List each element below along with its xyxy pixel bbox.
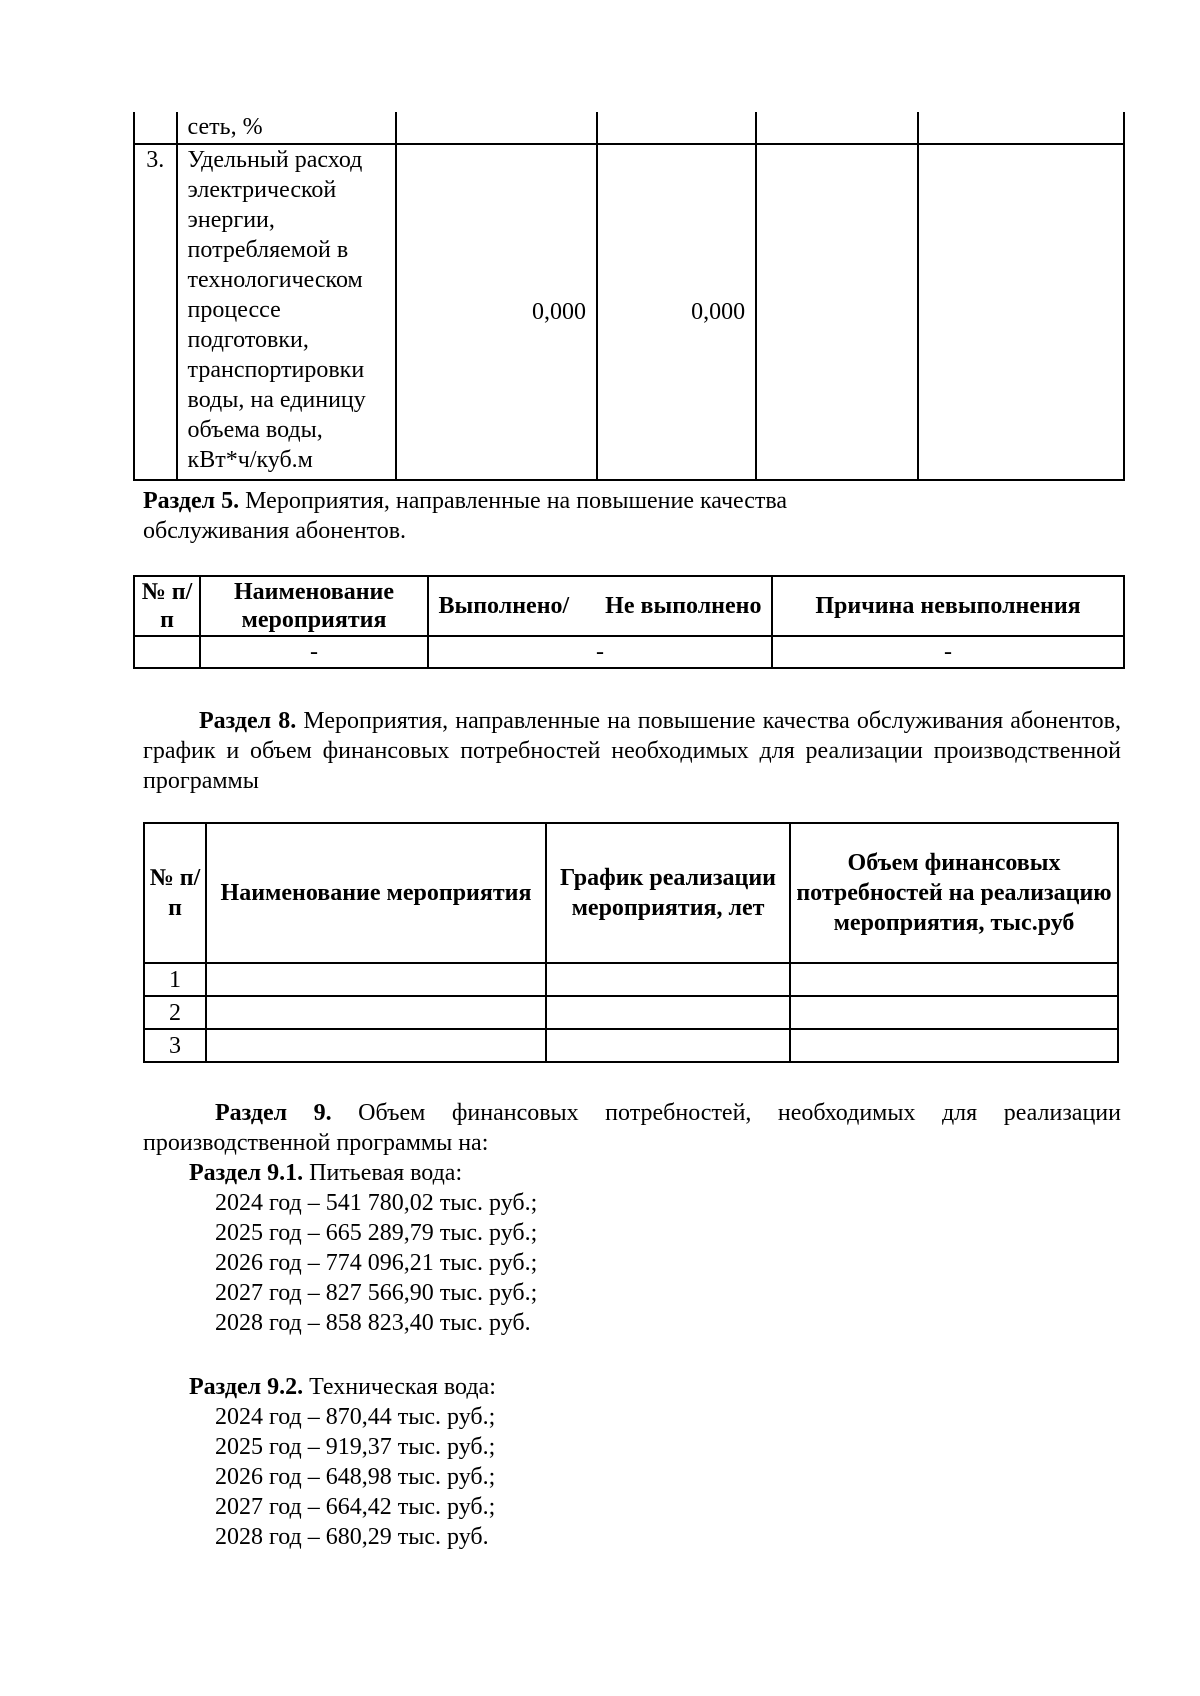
indicator-name-line: технологическом	[187, 267, 363, 293]
section9-1-label: Раздел 9.1.	[189, 1160, 304, 1186]
header-schedule: График реализации мероприятия, лет	[546, 823, 790, 963]
row-number: 3.	[134, 144, 177, 480]
section5-text-line2: обслуживания абонентов.	[143, 518, 407, 544]
cell-name	[206, 996, 546, 1029]
table-cell	[756, 112, 918, 144]
section9-paragraph	[143, 1098, 1121, 1158]
indicator-value-4	[918, 144, 1124, 480]
cell-schedule	[546, 963, 790, 996]
indicator-value-1: 0,000	[396, 144, 597, 480]
list-item: 2025 год – 665 289,79 тыс. руб.;	[215, 1220, 538, 1246]
section8-table	[143, 822, 1119, 1063]
section8-label: Раздел 8.	[199, 708, 297, 734]
cell-num	[134, 636, 200, 668]
cell-schedule	[546, 1029, 790, 1062]
indicator-name-line: потребляемой в	[187, 237, 349, 263]
section9-1-heading	[189, 1158, 462, 1188]
indicator-name-tail: сеть, %	[177, 112, 397, 144]
list-item: 2025 год – 919,37 тыс. руб.;	[215, 1434, 496, 1460]
header-volume: Объем финансовых потребностей на реализацию мероприятия, тыс.руб	[790, 823, 1118, 963]
cell-name	[206, 963, 546, 996]
table-row	[134, 144, 1124, 480]
section9-2-heading	[189, 1372, 496, 1402]
indicator-name-line: объема воды,	[187, 417, 323, 443]
section8-paragraph	[143, 706, 1121, 796]
indicator-name-line: подготовки,	[187, 327, 309, 353]
section5-text-line1: Мероприятия, направленные на повышение качества	[239, 488, 788, 514]
cell-schedule	[546, 996, 790, 1029]
header-reason: Причина невыполнения	[772, 576, 1124, 636]
list-item: 2026 год – 774 096,21 тыс. руб.;	[215, 1250, 538, 1276]
list-item: 2026 год – 648,98 тыс. руб.;	[215, 1464, 496, 1490]
cell-num: 1	[144, 963, 206, 996]
indicator-name-line: воды, на единицу	[187, 387, 366, 413]
indicator-name	[177, 144, 397, 480]
table-row	[134, 636, 1124, 668]
indicator-value-3	[756, 144, 918, 480]
indicator-name-line: энергии,	[187, 207, 275, 233]
header-name: Наименование мероприятия	[206, 823, 546, 963]
indicator-name-line: электрической	[187, 177, 337, 203]
cell-volume	[790, 963, 1118, 996]
table-row	[144, 996, 1118, 1029]
list-item: 2024 год – 541 780,02 тыс. руб.;	[215, 1190, 538, 1216]
indicator-value-2: 0,000	[597, 144, 756, 480]
header-num: № п/п	[144, 823, 206, 963]
indicator-name-line: кВт*ч/куб.м	[187, 447, 313, 473]
list-item: 2028 год – 680,29 тыс. руб.	[215, 1524, 489, 1550]
table-row	[144, 963, 1118, 996]
cell-num: 3	[144, 1029, 206, 1062]
section5-heading	[143, 486, 1043, 546]
table-row	[144, 1029, 1118, 1062]
table-header-row	[134, 576, 1124, 636]
indicator-name-line: процессе	[187, 297, 281, 323]
cell-volume	[790, 996, 1118, 1029]
indicators-table-continuation	[133, 112, 1125, 481]
list-item: 2027 год – 827 566,90 тыс. руб.;	[215, 1280, 538, 1306]
section5-label: Раздел 5.	[143, 488, 240, 514]
section9-2-label: Раздел 9.2.	[189, 1374, 304, 1400]
section9-text: Объем финансовых потребностей, необходимых для реализации производственной программы на:	[143, 1100, 1121, 1156]
cell-num: 2	[144, 996, 206, 1029]
section9-label: Раздел 9.	[215, 1100, 332, 1126]
section8-text: Мероприятия, направленные на повышение качества обслуживания абонентов, график и объем финансовых потребностей необходимых для реализации производственной программы	[143, 708, 1121, 794]
list-item: 2024 год – 870,44 тыс. руб.;	[215, 1404, 496, 1430]
table-cell	[918, 112, 1124, 144]
section5-table	[133, 575, 1125, 669]
table-cell	[396, 112, 597, 144]
table-cell	[597, 112, 756, 144]
cell-name: -	[200, 636, 428, 668]
header-name: Наименование мероприятия	[200, 576, 428, 636]
section9-2-title: Техническая вода:	[303, 1374, 496, 1400]
table-cell	[134, 112, 177, 144]
header-num: № п/п	[134, 576, 200, 636]
list-item: 2027 год – 664,42 тыс. руб.;	[215, 1494, 496, 1520]
indicator-name-line: транспортировки	[187, 357, 365, 383]
cell-done: -	[428, 636, 772, 668]
indicator-name-line: Удельный расход	[187, 147, 363, 173]
cell-volume	[790, 1029, 1118, 1062]
section9-1-title: Питьевая вода:	[303, 1160, 463, 1186]
list-item: 2028 год – 858 823,40 тыс. руб.	[215, 1310, 531, 1336]
cell-name	[206, 1029, 546, 1062]
header-done: Выполнено/ Не выполнено	[428, 576, 772, 636]
table-header-row	[144, 823, 1118, 963]
section9-1-list	[215, 1188, 537, 1338]
section9-2-list	[215, 1402, 495, 1552]
cell-reason: -	[772, 636, 1124, 668]
